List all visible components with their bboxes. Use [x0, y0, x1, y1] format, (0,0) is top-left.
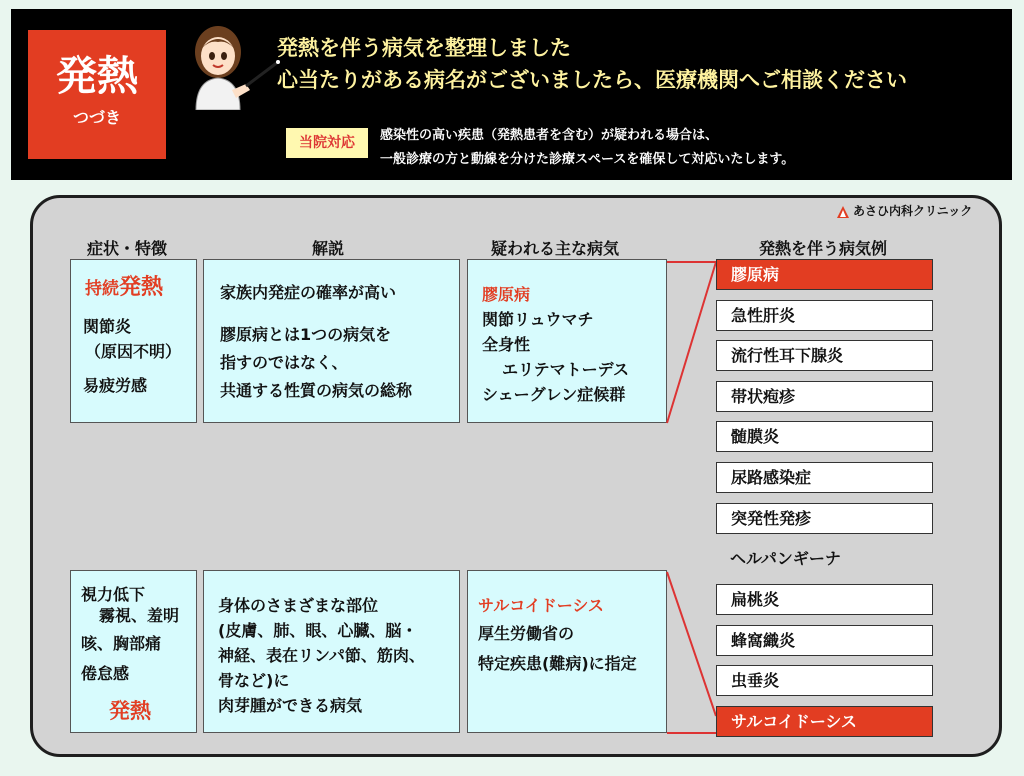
- row1-symptoms-box: [70, 259, 197, 423]
- clinic-logo-icon: [836, 205, 850, 219]
- column-header-diseases: 疑われる主な病気: [491, 239, 620, 258]
- policy-text-line-1: 感染性の高い疾患（発熱患者を含む）が疑われる場合は、: [380, 128, 719, 143]
- row2-symptom-title: 発熱: [109, 699, 151, 723]
- example-item: ヘルパンギーナ: [730, 549, 841, 568]
- row1-symptom-title-prefix: 持続: [85, 279, 119, 299]
- row1-explanation-line: 共通する性質の病気の総称: [220, 381, 413, 400]
- column-header-explanation: 解説: [312, 239, 345, 258]
- row2-disease-box: [467, 570, 667, 733]
- row2-disease-title: サルコイドーシス: [478, 596, 604, 615]
- row2-explanation-line: 肉芽腫ができる病気: [218, 696, 363, 715]
- row2-symptom-line: 倦怠感: [81, 664, 130, 683]
- row2-explanation-line: 骨など)に: [218, 671, 290, 690]
- topic-tag-title: 発熱: [56, 52, 138, 100]
- row2-symptom-line: 視力低下: [81, 585, 146, 604]
- example-item: 虫垂炎: [716, 665, 933, 696]
- example-item: サルコイドーシス: [716, 706, 933, 737]
- row2-explanation-line: 神経、表在リンパ節、筋肉、: [218, 646, 425, 665]
- row1-symptom-line: 易疲労感: [83, 376, 148, 395]
- row1-explanation-line: 指すのではなく、: [220, 353, 348, 372]
- row1-disease-line: エリテマトーデス: [502, 360, 630, 379]
- row2-explanation-box: [203, 570, 460, 733]
- row2-symptom-line: 咳、胸部痛: [81, 634, 162, 653]
- row1-explanation-line: 家族内発症の確率が高い: [220, 283, 397, 302]
- row2-disease-line: 厚生労働省の: [478, 624, 575, 643]
- example-item: 流行性耳下腺炎: [716, 340, 933, 371]
- example-item: 扁桃炎: [716, 584, 933, 615]
- row2-disease-line: 特定疾患(難病)に指定: [478, 654, 637, 673]
- row1-symptom-title: [85, 270, 163, 301]
- row1-disease-line: シェーグレン症候群: [482, 385, 626, 404]
- row1-symptom-line: （原因不明）: [85, 342, 182, 361]
- example-item: 突発性発疹: [716, 503, 933, 534]
- row2-explanation-line: (皮膚、肺、眼、心臓、脳・: [218, 621, 418, 640]
- example-item: 尿路感染症: [716, 462, 933, 493]
- column-header-examples: 発熱を伴う病気例: [759, 239, 888, 258]
- topic-tag-subtitle: つづき: [72, 108, 121, 127]
- example-item: 急性肝炎: [716, 300, 933, 331]
- row1-disease-line: 全身性: [482, 335, 531, 354]
- headline-line-1: 発熱を伴う病気を整理しました: [277, 36, 571, 60]
- row1-explanation-line: 膠原病とは1つの病気を: [220, 325, 392, 344]
- row1-disease-title: 膠原病: [482, 285, 531, 304]
- example-item: 膠原病: [716, 259, 933, 290]
- policy-badge: 当院対応: [286, 128, 368, 158]
- headline-line-2: 心当たりがある病名がございましたら、医療機関へご相談ください: [277, 68, 907, 92]
- row1-symptom-title-main: 発熱: [119, 275, 164, 300]
- row2-explanation-line: 身体のさまざまな部位: [218, 596, 379, 615]
- nurse-illustration: [180, 18, 280, 110]
- clinic-logo: [836, 202, 972, 219]
- example-item: 蜂窩織炎: [716, 625, 933, 656]
- row1-symptom-line: 関節炎: [83, 317, 132, 336]
- example-item: 帯状疱疹: [716, 381, 933, 412]
- row2-symptom-line: 霧視、羞明: [99, 606, 180, 625]
- row2-symptoms-box: [70, 570, 197, 733]
- row1-explanation-box: [203, 259, 460, 423]
- clinic-name: あさひ内科クリニック: [853, 204, 973, 218]
- column-header-symptoms: 症状・特徴: [87, 239, 168, 258]
- row1-disease-box: [467, 259, 667, 423]
- topic-tag: [28, 30, 166, 159]
- policy-text-line-2: 一般診療の方と動線を分けた診療スペースを確保して対応いたします。: [380, 152, 795, 167]
- example-item: 髄膜炎: [716, 421, 933, 452]
- row1-disease-line: 関節リュウマチ: [482, 310, 594, 329]
